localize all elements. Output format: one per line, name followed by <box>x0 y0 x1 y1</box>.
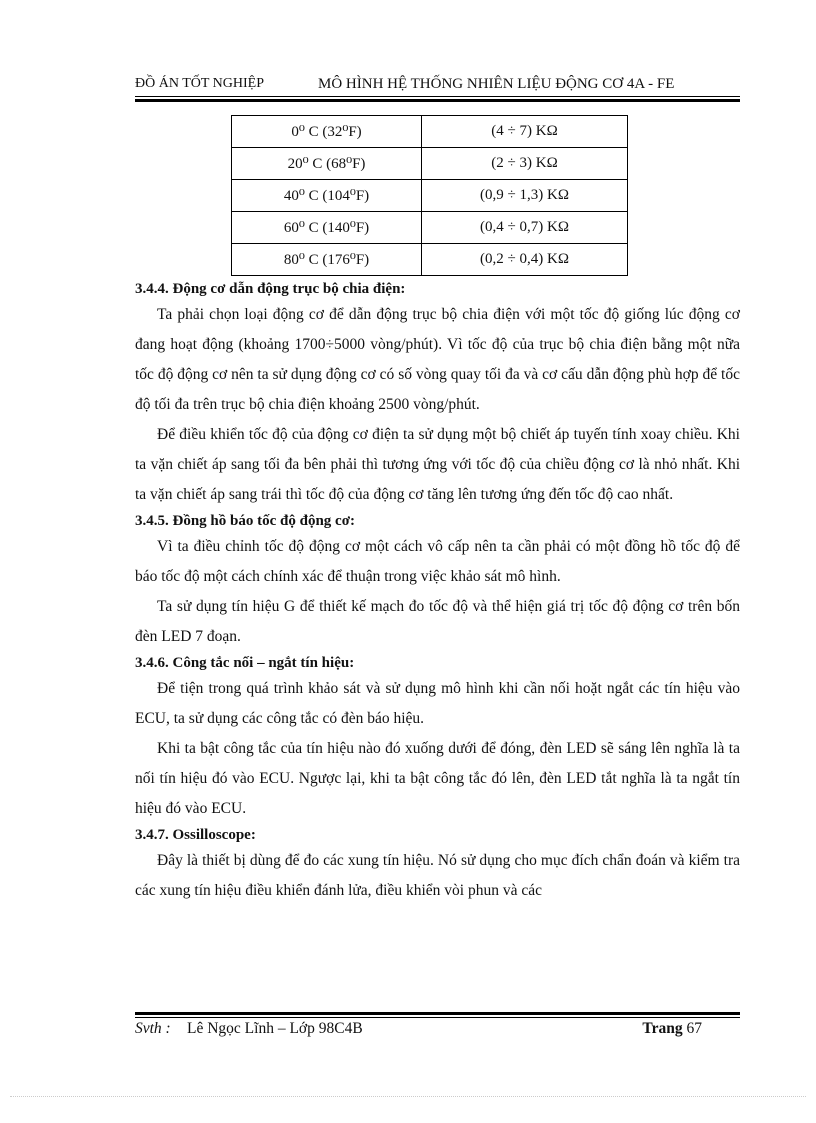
footer-svth-label: Svth : <box>135 1020 171 1037</box>
page-header <box>135 72 740 96</box>
resistance-table <box>231 115 628 276</box>
footer-rule-thick <box>135 1012 740 1015</box>
temperature-cell: 40⁰ C (104⁰F) <box>232 180 422 212</box>
body-paragraph: Đây là thiết bị dùng để đo các xung tín hiệu. Nó sử dụng cho mục đích chẩn đoán và kiểm tra các xung tín hiệu điều khiển đánh lửa, điều khiển vòi phun và các <box>135 852 740 899</box>
header-right-title: MÔ HÌNH HỆ THỐNG NHIÊN LIỆU ĐỘNG CƠ 4A - FE <box>318 76 675 92</box>
document-body <box>135 278 740 906</box>
footer-page <box>642 1020 702 1038</box>
section-heading: 3.4.4. Động cơ dẫn động trục bộ chia điện: <box>135 281 406 297</box>
resistance-cell: (2 ÷ 3) KΩ <box>422 148 628 180</box>
body-paragraph: Ta sử dụng tín hiệu G để thiết kế mạch đo tốc độ và thể hiện giá trị tốc độ động cơ trên bốn đèn LED 7 đoạn. <box>135 598 740 645</box>
body-paragraph: Vì ta điều chỉnh tốc độ động cơ một cách vô cấp nên ta cần phải có một đồng hồ tốc độ để báo tốc độ một cách chính xác để thuận trong việc khảo sát mô hình. <box>135 538 740 585</box>
table-row <box>232 148 628 180</box>
section-heading: 3.4.6. Công tắc nối – ngắt tín hiệu: <box>135 655 355 671</box>
page-bottom-dotted-line <box>10 1096 806 1097</box>
body-paragraph: Khi ta bật công tắc của tín hiệu nào đó xuống dưới để đóng, đèn LED sẽ sáng lên nghĩa là ta nối tín hiệu đó vào ECU. Ngược lại, khi ta bật công tắc đó lên, đèn LED tắt nghĩa là ta ngắt tín hiệu đó vào ECU. <box>135 740 740 817</box>
body-paragraph: Để tiện trong quá trình khảo sát và sử dụng mô hình khi cần nối hoặt ngắt các tín hiệu vào ECU, ta sử dụng các công tắc có đèn báo hiệu. <box>135 680 740 727</box>
header-left-title: ĐỒ ÁN TỐT NGHIỆP <box>135 76 264 91</box>
body-paragraph: Ta phải chọn loại động cơ để dẫn động trục bộ chia điện với một tốc độ giống lúc động cơ đang hoạt động (khoảng 1700÷5000 vòng/phút). Vì tốc độ của trục bộ chia điện bằng một nữa tốc độ động cơ nên ta sử dụng động cơ có số vòng quay tối đa và cơ cấu dẫn động phù hợp để tốc độ tối đa trên trục bộ chia điện khoảng 2500 vòng/phút. <box>135 306 740 413</box>
footer-rule-thin <box>135 1017 740 1018</box>
temperature-cell: 20⁰ C (68⁰F) <box>232 148 422 180</box>
resistance-cell: (0,2 ÷ 0,4) KΩ <box>422 244 628 276</box>
table-row <box>232 180 628 212</box>
header-rule-thin <box>135 96 740 97</box>
footer-author: Lê Ngọc Lĩnh – Lớp 98C4B <box>187 1020 363 1037</box>
temperature-cell: 60⁰ C (140⁰F) <box>232 212 422 244</box>
temperature-cell: 0⁰ C (32⁰F) <box>232 116 422 148</box>
table-row <box>232 244 628 276</box>
resistance-cell: (4 ÷ 7) KΩ <box>422 116 628 148</box>
body-paragraph: Để điều khiển tốc độ của động cơ điện ta sử dụng một bộ chiết áp tuyến tính xoay chiều. Khi ta vặn chiết áp sang tối đa bên phải thì tương ứng với tốc độ của chiều động cơ là nhỏ nhất. Khi ta vặn chiết áp sang trái thì tốc độ của động cơ tăng lên tương ứng đến tốc độ cao nhất. <box>135 426 740 503</box>
temperature-cell: 80⁰ C (176⁰F) <box>232 244 422 276</box>
resistance-cell: (0,9 ÷ 1,3) KΩ <box>422 180 628 212</box>
footer-page-label: Trang <box>642 1020 683 1037</box>
footer-page-number: 67 <box>686 1020 702 1037</box>
section-heading: 3.4.5. Đồng hồ báo tốc độ động cơ: <box>135 513 355 529</box>
header-rule-thick <box>135 99 740 102</box>
table-row <box>232 212 628 244</box>
resistance-cell: (0,4 ÷ 0,7) KΩ <box>422 212 628 244</box>
section-heading: 3.4.7. Ossilloscope: <box>135 827 256 843</box>
table-row <box>232 116 628 148</box>
